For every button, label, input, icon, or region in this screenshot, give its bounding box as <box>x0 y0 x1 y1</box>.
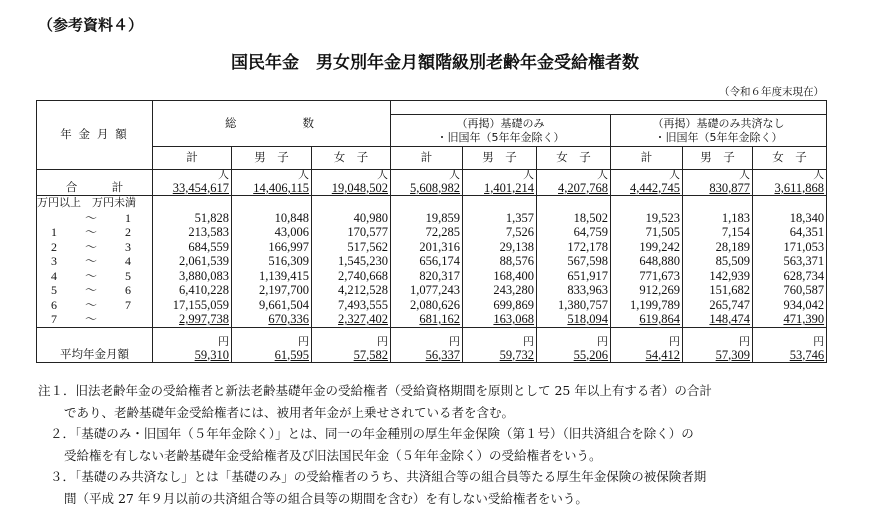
value-cell: 518,094 <box>537 312 611 327</box>
range-tilde: ～ <box>84 254 97 269</box>
table-row <box>37 225 827 240</box>
range-to: 3 <box>125 239 131 254</box>
value-cell: 7,526 <box>463 225 537 240</box>
value-cell: 148,474 <box>683 312 753 327</box>
value-cell: 684,559 <box>153 240 232 255</box>
value-cell: 64,351 <box>753 225 827 240</box>
unit-label: 円 <box>377 335 389 348</box>
range-tilde: ～ <box>84 312 97 327</box>
value-cell: 2,197,700 <box>232 283 312 298</box>
unit-label: 円 <box>298 335 309 348</box>
value-cell: 2,080,626 <box>391 298 463 313</box>
value-cell: 151,682 <box>683 283 753 298</box>
value-cell: 1,183 <box>683 211 753 226</box>
group-header-line: ・旧国年（5年年金除く） <box>654 130 783 144</box>
sub-header-total: 計 <box>153 147 232 170</box>
unit-label: 人 <box>739 169 751 181</box>
value-cell: 9,661,504 <box>232 298 312 313</box>
value-cell: 2,740,668 <box>312 269 391 284</box>
range-from: 7 <box>51 312 57 327</box>
value-cell: 7,154 <box>683 225 753 240</box>
average-value: 61,595 <box>274 347 309 362</box>
unit-label: 人 <box>218 169 229 181</box>
unit-label: 人 <box>377 169 389 181</box>
value-cell: 651,917 <box>537 269 611 284</box>
value-cell: 912,269 <box>611 283 683 298</box>
range-from: 2 <box>51 239 57 254</box>
range-tilde: ～ <box>84 268 97 283</box>
note-2-cont: 受給権を有しない老齢基礎年金受給権者及び旧法国民年金（５年年金除く）の受給権者をいう。 <box>64 447 602 463</box>
total-cell <box>391 170 463 196</box>
table-row-average <box>37 327 827 362</box>
total-value: 830,877 <box>709 181 751 195</box>
average-cell <box>153 327 232 362</box>
total-cell <box>683 170 753 196</box>
value-cell: 170,577 <box>312 225 391 240</box>
value-cell: 10,848 <box>232 211 312 226</box>
unit-label: 円 <box>449 335 461 348</box>
value-cell: 1,380,757 <box>537 298 611 313</box>
value-cell: 1,139,415 <box>232 269 312 284</box>
value-cell: 88,576 <box>463 254 537 269</box>
range-from: 6 <box>51 297 57 312</box>
range-cell <box>37 254 153 269</box>
range-cell <box>37 283 153 298</box>
group-header-line: ・旧国年（5年年金除く） <box>436 130 565 144</box>
range-from: 5 <box>51 283 57 298</box>
value-cell: 201,316 <box>391 240 463 255</box>
average-value: 59,310 <box>194 347 229 362</box>
value-cell: 7,493,555 <box>312 298 391 313</box>
unit-label: 人 <box>813 169 825 181</box>
table-row <box>37 240 827 255</box>
value-cell: 64,759 <box>537 225 611 240</box>
table-row-range-header <box>37 196 827 211</box>
unit-label: 人 <box>449 169 461 181</box>
average-value: 57,582 <box>353 347 389 362</box>
value-cell: 2,061,539 <box>153 254 232 269</box>
total-value: 4,442,745 <box>630 181 681 195</box>
total-value: 19,048,502 <box>331 181 389 195</box>
range-cell <box>37 225 153 240</box>
range-to: 4 <box>125 254 131 269</box>
total-value: 3,611,868 <box>774 181 825 195</box>
range-header: 万円以上 万円未満 <box>37 196 153 211</box>
value-cell: 6,410,228 <box>153 283 232 298</box>
note-1-cont: であり、老齢基礎年金受給権者には、被用者年金が上乗せされている者を含む。 <box>64 404 515 420</box>
value-cell: 4,212,528 <box>312 283 391 298</box>
value-cell: 648,880 <box>611 254 683 269</box>
average-value: 54,412 <box>645 347 681 362</box>
sub-header-female: 女 子 <box>312 147 391 170</box>
sub-header-male: 男 子 <box>683 147 753 170</box>
value-cell: 171,053 <box>753 240 827 255</box>
average-cell <box>312 327 391 362</box>
range-to: 6 <box>125 283 131 298</box>
total-value: 14,406,115 <box>253 181 309 195</box>
notes <box>38 380 712 509</box>
table-row <box>37 269 827 284</box>
table-row <box>37 254 827 269</box>
row-header: 年 金 月 額 <box>37 101 153 170</box>
total-cell <box>312 170 391 196</box>
value-cell: 934,042 <box>753 298 827 313</box>
range-from: 1 <box>51 225 57 240</box>
value-cell: 19,859 <box>391 211 463 226</box>
value-cell: 1,077,243 <box>391 283 463 298</box>
table-row-total <box>37 170 827 196</box>
unit-label: 円 <box>523 335 535 348</box>
value-cell: 656,174 <box>391 254 463 269</box>
total-cell <box>463 170 537 196</box>
sub-header-female: 女 子 <box>753 147 827 170</box>
value-cell: 1,545,230 <box>312 254 391 269</box>
total-label: 合 計 <box>37 170 153 196</box>
average-value: 55,206 <box>573 347 609 362</box>
total-cell <box>537 170 611 196</box>
range-tilde: ～ <box>84 239 97 254</box>
average-cell <box>232 327 312 362</box>
table-body <box>37 170 827 363</box>
group-header-line: （再掲）基礎のみ共済なし <box>652 116 785 130</box>
unit-label: 円 <box>597 335 609 348</box>
value-cell: 2,327,402 <box>312 312 391 327</box>
table-row <box>37 283 827 298</box>
value-cell: 2,997,738 <box>153 312 232 327</box>
value-cell: 29,138 <box>463 240 537 255</box>
range-tilde: ～ <box>84 297 97 312</box>
table-row <box>37 312 827 327</box>
range-from: 3 <box>51 254 57 269</box>
unit-label: 円 <box>813 335 825 348</box>
unit-label: 円 <box>669 335 681 348</box>
value-cell: 1,357 <box>463 211 537 226</box>
unit-label: 円 <box>739 335 751 348</box>
unit-label: 人 <box>523 169 535 181</box>
total-cell <box>153 170 232 196</box>
value-cell: 670,336 <box>232 312 312 327</box>
total-value: 1,401,214 <box>484 181 535 195</box>
value-cell: 265,747 <box>683 298 753 313</box>
value-cell: 51,828 <box>153 211 232 226</box>
range-tilde: ～ <box>84 225 97 240</box>
total-cell <box>753 170 827 196</box>
average-cell <box>463 327 537 362</box>
group-header-total: 総 数 <box>153 101 391 147</box>
sub-header-total: 計 <box>611 147 683 170</box>
unit-label: 人 <box>597 169 609 181</box>
value-cell: 18,502 <box>537 211 611 226</box>
pension-table <box>36 100 827 363</box>
total-value: 33,454,617 <box>172 181 229 195</box>
value-cell: 243,280 <box>463 283 537 298</box>
average-cell <box>683 327 753 362</box>
value-cell: 1,199,789 <box>611 298 683 313</box>
table-row <box>37 298 827 313</box>
range-to <box>113 312 143 326</box>
unit-label: 人 <box>298 169 309 181</box>
sub-header-male: 男 子 <box>463 147 537 170</box>
average-value: 59,732 <box>499 347 535 362</box>
average-cell <box>611 327 683 362</box>
table-row <box>37 211 827 226</box>
group-header-basic-only <box>391 115 611 147</box>
value-cell: 699,869 <box>463 298 537 313</box>
range-cell <box>37 298 153 313</box>
value-cell: 85,509 <box>683 254 753 269</box>
average-cell <box>537 327 611 362</box>
value-cell: 516,309 <box>232 254 312 269</box>
average-cell <box>753 327 827 362</box>
range-tilde: ～ <box>84 283 97 298</box>
average-value: 57,309 <box>715 347 751 362</box>
value-cell: 471,390 <box>753 312 827 327</box>
total-value: 4,207,768 <box>558 181 609 195</box>
value-cell: 563,371 <box>753 254 827 269</box>
range-cell <box>37 312 153 327</box>
value-cell: 833,963 <box>537 283 611 298</box>
value-cell: 43,006 <box>232 225 312 240</box>
value-cell: 72,285 <box>391 225 463 240</box>
range-to: 7 <box>125 297 131 312</box>
value-cell: 18,340 <box>753 211 827 226</box>
value-cell: 567,598 <box>537 254 611 269</box>
value-cell: 172,178 <box>537 240 611 255</box>
note-3: ３．「基礎のみ共済なし」とは「基礎のみ」の受給権者のうち、共済組合等の組合員等たる厚生年金保険の被保険者期 <box>50 469 707 484</box>
value-cell: 517,562 <box>312 240 391 255</box>
range-from <box>39 211 69 225</box>
reference-label: （参考資料４） <box>38 16 144 34</box>
value-cell: 760,587 <box>753 283 827 298</box>
as-of-date: （令和６年度末現在） <box>719 87 824 98</box>
sub-header-female: 女 子 <box>537 147 611 170</box>
value-cell: 17,155,059 <box>153 298 232 313</box>
value-cell: 19,523 <box>611 211 683 226</box>
value-cell: 168,400 <box>463 269 537 284</box>
header-spacer <box>391 101 827 115</box>
value-cell: 619,864 <box>611 312 683 327</box>
value-cell: 142,939 <box>683 269 753 284</box>
note-2: ２．「基礎のみ・旧国年（５年年金除く）」とは、同一の年金種別の厚生年金保険（第１号）（旧共済組合を除く）の <box>50 426 694 441</box>
value-cell: 163,068 <box>463 312 537 327</box>
value-cell: 820,317 <box>391 269 463 284</box>
total-cell <box>611 170 683 196</box>
note-1: 注１．旧法老齢年金の受給権者と新法老齢基礎年金の受給権者（受給資格期間を原則として 25 年以上有する者）の合計 <box>38 383 712 398</box>
average-cell <box>391 327 463 362</box>
group-header-basic-no-mutual <box>611 115 827 147</box>
total-value: 5,608,982 <box>410 181 461 195</box>
average-value: 53,746 <box>789 347 825 362</box>
unit-label: 円 <box>218 335 229 348</box>
value-cell: 3,880,083 <box>153 269 232 284</box>
value-cell: 28,189 <box>683 240 753 255</box>
group-header-line: （再掲）基礎のみ <box>456 116 545 130</box>
average-value: 56,337 <box>425 347 461 362</box>
range-cell <box>37 269 153 284</box>
value-cell: 681,162 <box>391 312 463 327</box>
range-to: 2 <box>125 225 131 240</box>
range-from: 4 <box>51 268 57 283</box>
unit-label: 人 <box>669 169 681 181</box>
range-tilde: ～ <box>84 210 97 225</box>
range-to: 5 <box>125 268 131 283</box>
value-cell: 199,242 <box>611 240 683 255</box>
total-cell <box>232 170 312 196</box>
range-cell <box>37 211 153 226</box>
sub-header-total: 計 <box>391 147 463 170</box>
value-cell: 40,980 <box>312 211 391 226</box>
page-title: 国民年金 男女別年金月額階級別老齢年金受給権者数 <box>231 53 639 73</box>
value-cell: 71,505 <box>611 225 683 240</box>
sub-header-male: 男 子 <box>232 147 312 170</box>
value-cell: 628,734 <box>753 269 827 284</box>
note-3-cont: 間（平成 27 年９月以前の共済組合等の組合員等の期間を含む）を有しない受給権者をいう。 <box>64 490 588 506</box>
average-label: 平均年金月額 <box>37 327 153 362</box>
value-cell: 166,997 <box>232 240 312 255</box>
value-cell: 213,583 <box>153 225 232 240</box>
value-cell: 771,673 <box>611 269 683 284</box>
range-to: 1 <box>125 210 131 225</box>
range-cell <box>37 240 153 255</box>
